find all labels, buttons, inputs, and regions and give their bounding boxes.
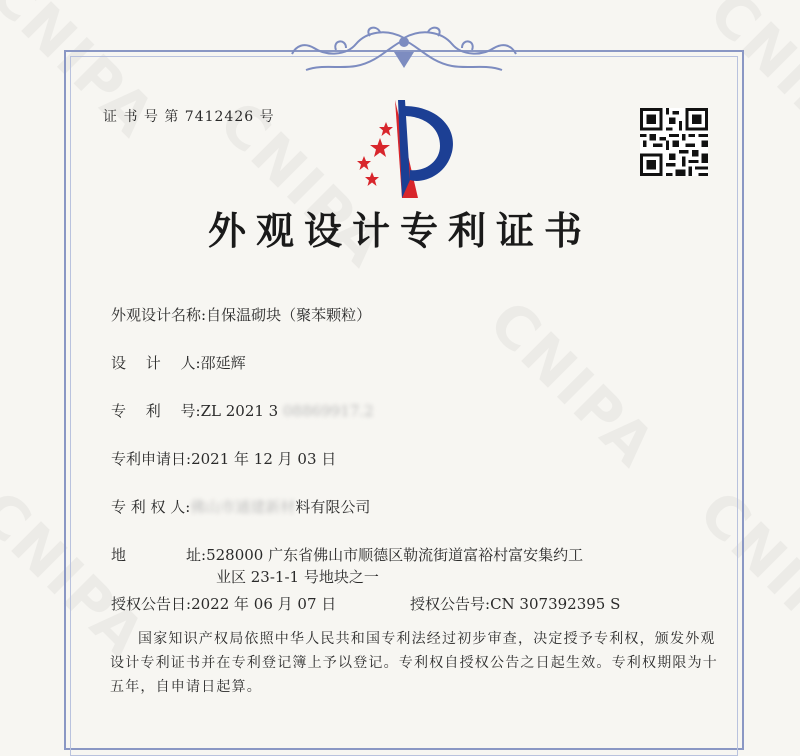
filing-date-row [111, 448, 336, 469]
address-row [111, 544, 583, 565]
grant-number-label: 授权公告号: [410, 595, 491, 613]
patent-number-row [111, 400, 374, 421]
grant-date-row [111, 593, 336, 614]
certificate-title: 外观设计专利证书 [207, 208, 592, 253]
filing-date-label: 专利申请日: [111, 450, 192, 468]
designer-label: 设 计 人: [111, 354, 201, 372]
cnipa-logo-icon [340, 100, 465, 200]
address-line-1: 528000 广东省佛山市顺德区勒流街道富裕村富安集约工 [206, 546, 584, 564]
design-name-row [111, 304, 371, 325]
patentee-label: 专 利 权 人: [111, 498, 191, 516]
patent-number-value: ZL 2021 3 [200, 402, 279, 420]
design-name-label: 外观设计名称: [111, 306, 207, 324]
address-line-2: 业区 23-1-1 号地块之一 [216, 568, 379, 586]
address-label: 地 址: [111, 546, 207, 564]
patentee-row [111, 496, 370, 517]
grant-statement: 国家知识产权局依照中华人民共和国专利法经过初步审查，决定授予专利权，颁发外观设计专利证书并在专利登记簿上予以登记。专利权自授权公告之日起生效。专利权期限为十五年，自申请日起算。 [110, 631, 718, 695]
grant-number-row [410, 593, 620, 614]
grant-number-value: CN 307392395 S [490, 595, 621, 613]
designer-value: 邵延辉 [200, 354, 246, 372]
patentee-obscured: 佛山市通建新材 [190, 498, 296, 516]
patent-number-label: 专 利 号: [111, 402, 201, 420]
certificate-number: 证 书 号 第 7412426 号 [103, 109, 275, 125]
patentee-value: 料有限公司 [295, 498, 371, 516]
ornament-icon [286, 26, 522, 76]
qr-code-icon [640, 108, 708, 176]
patent-number-obscured: 08869917.2 [283, 402, 374, 420]
grant-date-value: 2022 年 06 月 07 日 [191, 595, 337, 613]
designer-row [111, 352, 246, 373]
grant-date-label: 授权公告日: [111, 595, 192, 613]
design-name-value: 自保温砌块（聚苯颗粒） [206, 306, 372, 324]
filing-date-value: 2021 年 12 月 03 日 [191, 450, 337, 468]
